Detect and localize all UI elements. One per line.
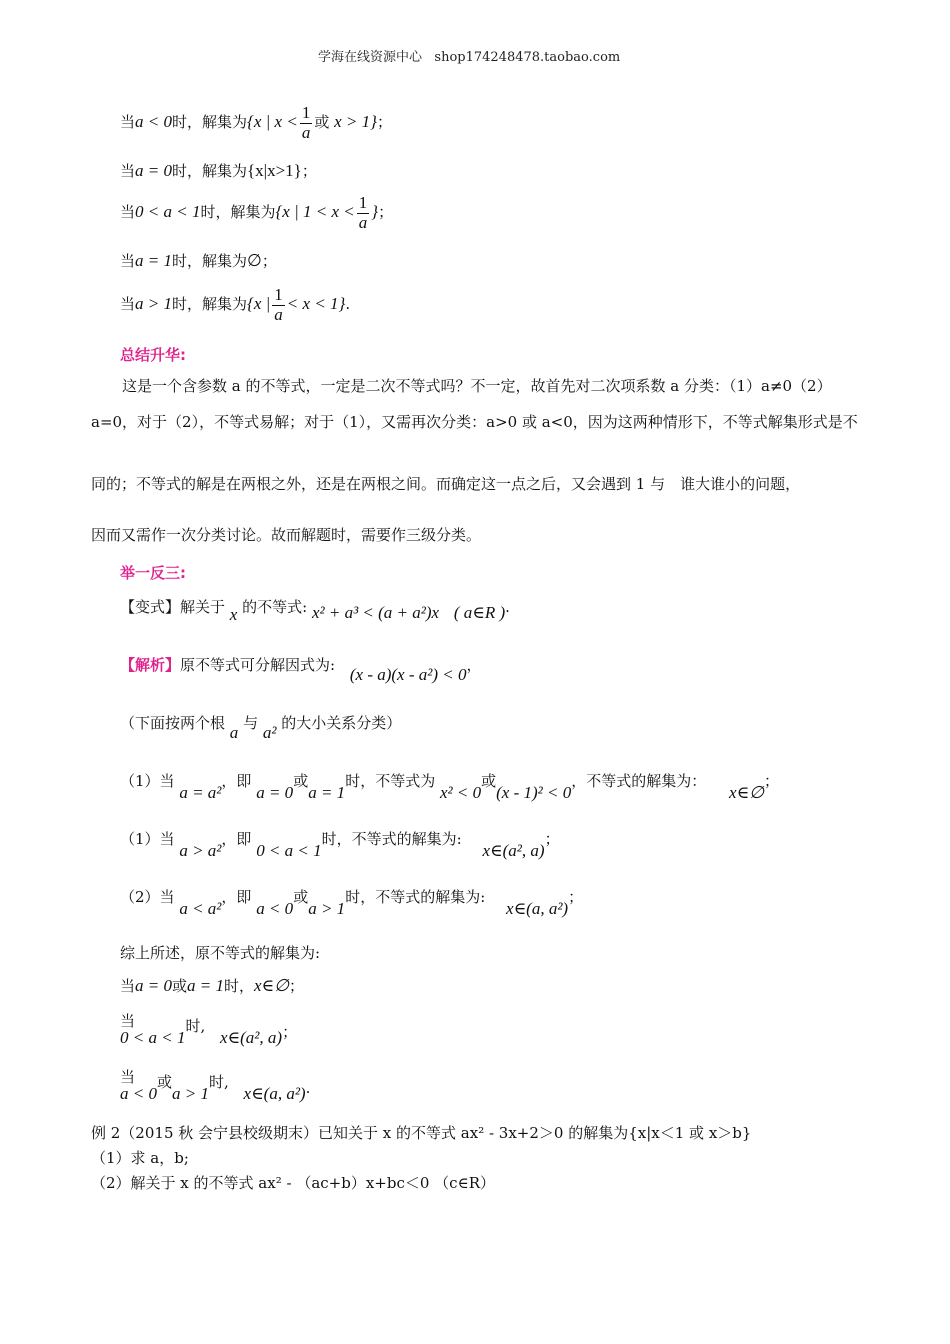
variant-question [120, 596, 510, 624]
punct: ； [288, 977, 304, 995]
example2-statement: 例 2（2015 秋 会宁县校级期末）已知关于 x 的不等式 ax² - 3x+2＞0 的解集为{x|x＜1 或 x＞b} [91, 1124, 752, 1142]
case-a-between [120, 194, 393, 232]
set-close: < x < 1} [286, 294, 346, 314]
case-a-greater-one [120, 286, 350, 324]
or-word: 或 [293, 772, 309, 790]
case-condition: a < a² [179, 899, 222, 918]
set-open: {x | 1 < x < [275, 202, 355, 222]
case-condition: a = 1 [135, 251, 172, 270]
result-text: 时， [224, 977, 255, 995]
practice-title: 举一反三: [120, 564, 186, 582]
case-value: a > 1 [308, 899, 346, 918]
case-condition: a < 0 [135, 112, 172, 132]
analysis-line [120, 654, 482, 684]
analysis-case-less [120, 886, 584, 918]
analysis-expression: (x - a)(x - a²) < 0 [349, 665, 467, 684]
result-prefix: 当 [120, 1068, 136, 1086]
punct: ； [301, 162, 317, 180]
case-condition: a = a² [179, 783, 222, 802]
punct: . [305, 1079, 311, 1097]
fraction-denominator: a [274, 304, 283, 324]
punct: ； [376, 113, 392, 132]
variant-var: x [229, 605, 238, 624]
or-word: 或 [293, 888, 309, 906]
case-a-one [120, 250, 277, 271]
note-text: （下面按两个根 [120, 714, 226, 732]
punct: ； [568, 888, 584, 906]
variant-text: 的不等式: [242, 598, 308, 616]
case-prefix: 当 [120, 295, 136, 314]
page-header [318, 46, 620, 65]
case-inequality: x² < 0 [439, 783, 482, 802]
case-value: a < 0 [256, 899, 294, 918]
result-answer: x∈(a, a²) [243, 1084, 306, 1103]
punct: . [505, 598, 510, 616]
case-text: ，即 [221, 888, 252, 906]
note-text: 与 [243, 714, 259, 732]
result-condition: a > 1 [172, 1084, 209, 1103]
set-close: x > 1} [334, 112, 377, 132]
case-inequality: (x - 1)² < 0 [496, 783, 572, 802]
result-prefix: 当 [120, 977, 136, 995]
case-value: 0 < a < 1 [256, 841, 322, 860]
conclusion-heading: 综上所述，原不等式的解集为: [120, 944, 321, 962]
case-text: 时，不等式的解集为: [345, 888, 486, 906]
summary-line-4: 因而又需作一次分类讨论。故而解题时，需要作三级分类。 [91, 526, 482, 544]
case-text: 时，不等式为 [345, 772, 436, 790]
case-text: 时，解集为 [172, 113, 248, 132]
case-label: （2）当 [120, 888, 175, 906]
punct: ； [282, 1023, 298, 1041]
punct: ； [261, 252, 277, 270]
variant-condition: ( a∈R ) [453, 603, 506, 622]
set-open: {x | x < [247, 112, 298, 132]
summary-title: 总结升华: [120, 346, 186, 364]
case-condition: 0 < a < 1 [135, 202, 201, 222]
result-text: 时, [208, 1073, 229, 1091]
or-word: 或 [314, 113, 330, 132]
analysis-case-equal [120, 770, 779, 802]
variant-label: 【变式】解关于 [120, 598, 226, 616]
note-root-a-squared: a² [262, 723, 277, 742]
analysis-text: 原不等式可分解因式为: [180, 656, 336, 674]
analysis-case-greater [120, 828, 560, 860]
result-condition: a = 0 [135, 976, 172, 995]
case-label: （1）当 [120, 830, 175, 848]
set-open: {x | [247, 294, 271, 314]
result-prefix: 当 [120, 1012, 136, 1030]
result-condition: a = 1 [187, 976, 224, 995]
case-condition: a > a² [179, 841, 222, 860]
example2-part-1: （1）求 a，b; [91, 1149, 189, 1167]
fraction-numerator: 1 [301, 103, 311, 122]
fraction [272, 286, 285, 324]
case-text: ，不等式的解集为： [571, 772, 707, 790]
result-condition: 0 < a < 1 [120, 1028, 186, 1047]
case-text: 时，解集为 [172, 162, 248, 180]
fraction-denominator: a [358, 212, 368, 232]
case-label: （1）当 [120, 772, 175, 790]
fraction [300, 104, 313, 142]
result-empty [120, 975, 304, 996]
note-text: 的大小关系分类） [281, 714, 402, 732]
case-a-zero [120, 160, 317, 181]
case-prefix: 当 [120, 203, 136, 222]
case-a-negative [120, 104, 392, 142]
case-condition: a = 0 [135, 161, 172, 180]
summary-line-2: a=0，对于（2），不等式易解；对于（1），又需再次分类：a>0 或 a<0，因为这两种情形下，不等式解集形式是不 [91, 413, 858, 431]
case-text: ，即 [221, 830, 252, 848]
punct: ； [544, 830, 560, 848]
solution-set: {x|x>1} [247, 161, 302, 180]
case-text: 时，不等式的解集为: [321, 830, 462, 848]
case-prefix: 当 [120, 162, 136, 180]
punct: ； [763, 772, 779, 790]
result-answer: x∈(a², a) [220, 1028, 283, 1047]
case-text: 时，解集为 [172, 295, 248, 314]
case-prefix: 当 [120, 113, 136, 132]
analysis-label: 【解析】 [120, 656, 181, 674]
fraction-denominator: a [301, 122, 311, 142]
case-answer: x∈(a², a) [482, 841, 545, 860]
fraction-numerator: 1 [358, 193, 368, 212]
case-condition: a > 1 [135, 294, 172, 314]
summary-line-3: 同的；不等式的解是在两根之外，还是在两根之间。而确定这一点之后，又会遇到 1 与 谁大谁小的问题， [91, 475, 801, 493]
result-answer: x∈∅ [254, 976, 289, 995]
or-word: 或 [481, 772, 497, 790]
case-value: a = 1 [308, 783, 346, 802]
punct: . [345, 295, 351, 314]
example2-part-2: （2）解关于 x 的不等式 ax² - （ac+b）x+bc＜0 （c∈R） [91, 1174, 495, 1192]
fraction-numerator: 1 [274, 285, 283, 304]
note-root-a: a [229, 723, 239, 742]
set-close: } [371, 202, 379, 222]
header-shop-link: shop174248478.taobao.com [434, 50, 621, 65]
case-text: 时，解集为 [200, 203, 276, 222]
result-text: 时, [185, 1017, 206, 1035]
or-word: 或 [172, 977, 188, 995]
summary-line-1: 这是一个含参数 a 的不等式，一定是二次不等式吗？不一定，故首先对二次项系数 a 分类：（1）a≠0（2） [122, 377, 832, 395]
variant-inequality: x² + a³ < (a + a²)x [311, 603, 440, 622]
case-text: 时，解集为 [172, 252, 248, 270]
result-outside [120, 1066, 310, 1108]
case-text: ，即 [221, 772, 252, 790]
case-answer: x∈(a, a²) [506, 899, 569, 918]
case-prefix: 当 [120, 252, 136, 270]
result-between [120, 1010, 297, 1052]
fraction [357, 194, 370, 232]
case-answer: x∈∅ [729, 783, 764, 802]
punct: ； [378, 203, 394, 222]
or-word: 或 [156, 1073, 172, 1091]
case-value: a = 0 [256, 783, 294, 802]
punct: ， [466, 656, 482, 674]
solution-set: ∅ [247, 251, 262, 270]
analysis-note [120, 712, 402, 742]
result-condition: a < 0 [120, 1084, 157, 1103]
header-title: 学海在线资源中心 [318, 50, 423, 65]
